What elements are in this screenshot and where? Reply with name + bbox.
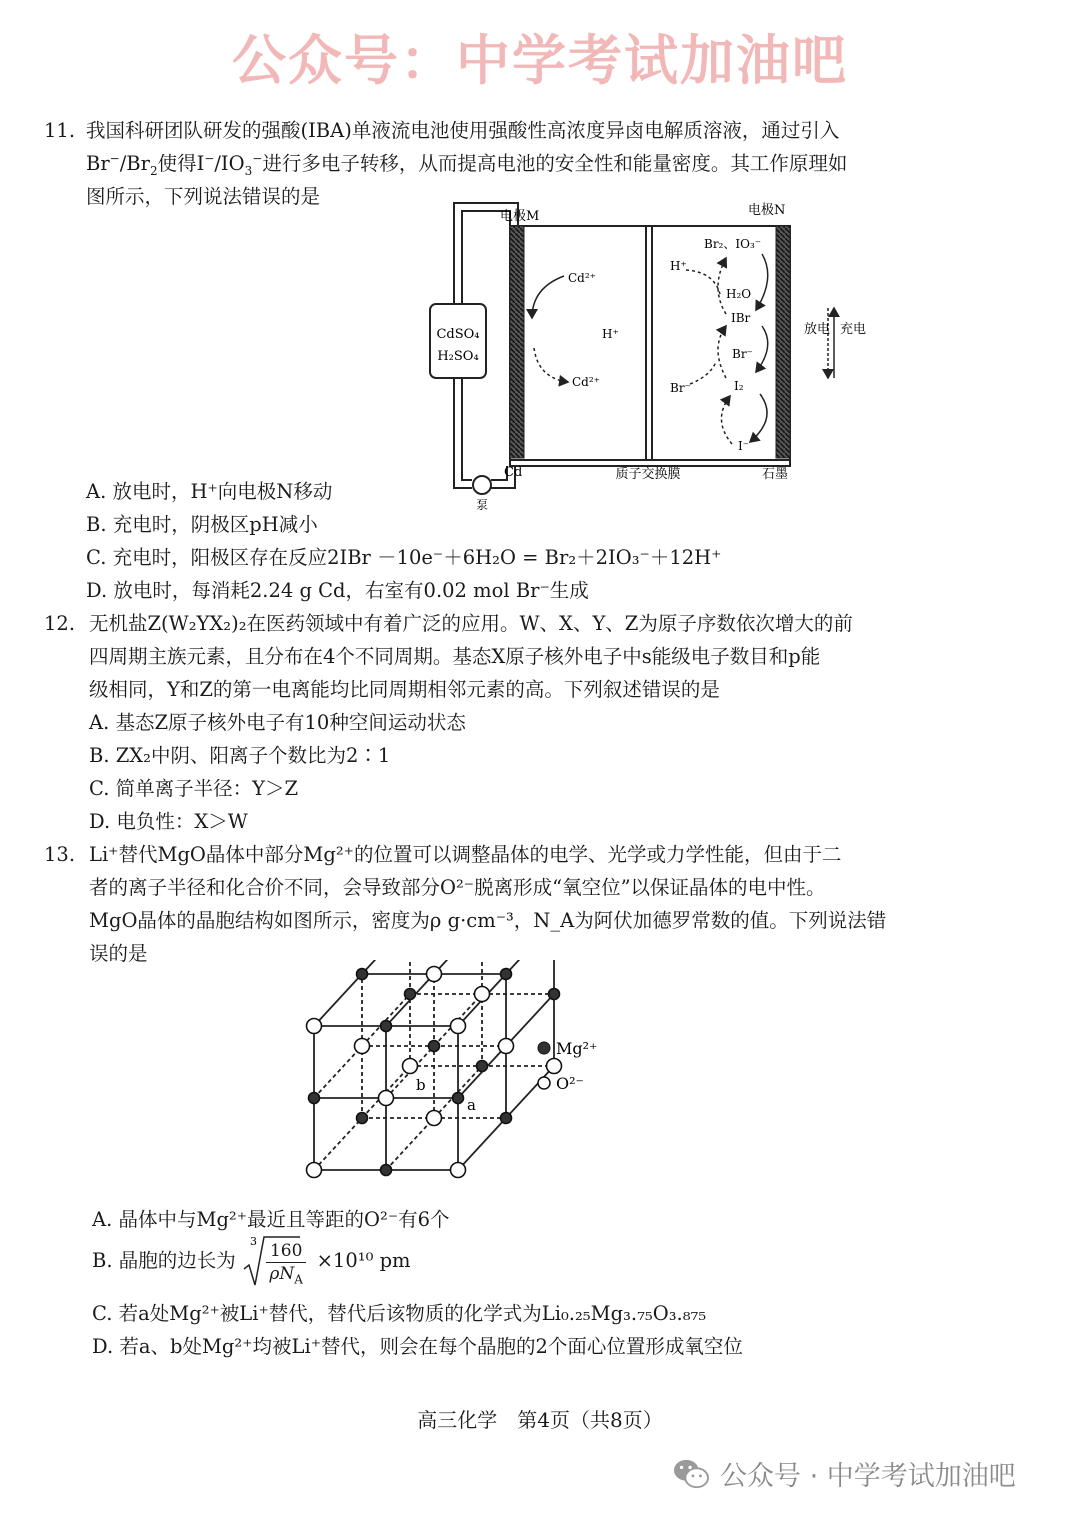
mg-ion xyxy=(429,1041,440,1052)
mg-ion xyxy=(549,989,560,1000)
species-i-minus: I⁻ xyxy=(738,439,750,453)
q12-option-d: D. 电负性：X＞W xyxy=(89,810,248,833)
label-site-a: a xyxy=(467,1096,476,1114)
o-ion xyxy=(427,967,442,982)
label-discharge-text: 放电 xyxy=(804,322,831,337)
label-discharge xyxy=(804,321,830,337)
cell-edge xyxy=(506,960,554,974)
q13-stem-line2: 者的离子半径和化合价不同，会导致部分O²⁻脱离形成“氧空位”以保证晶体的电中性。 xyxy=(89,876,826,899)
mg-ion xyxy=(309,1093,320,1104)
label-cd: Cd xyxy=(504,465,523,480)
label-membrane: 质子交换膜 xyxy=(615,467,681,482)
legend-o-label: O²⁻ xyxy=(556,1074,584,1093)
mg-ion xyxy=(381,1165,392,1176)
q12-number: 12. xyxy=(44,612,76,635)
q13-stem-line4: 误的是 xyxy=(89,942,148,965)
q11-option-c: C. 充电时，阳极区存在反应2IBr －10e⁻＋6H₂O = Br₂＋2IO₃⁻＋12H⁺ xyxy=(86,546,722,569)
mg-ion xyxy=(381,1021,392,1032)
q12-option-c: C. 简单离子半径：Y＞Z xyxy=(89,777,299,800)
legend-o-marker xyxy=(538,1077,550,1089)
label-electrode-n: 电极N xyxy=(748,203,786,218)
label-electrode-m: 电极M xyxy=(500,209,540,224)
label-charge-text: 充电 xyxy=(840,322,867,337)
q13-option-b-prefix: B. 晶胞的边长为 xyxy=(92,1249,236,1272)
o-ion xyxy=(475,987,490,1002)
mg-ion xyxy=(453,1093,464,1104)
tank-label-h2so4: H₂SO₄ xyxy=(437,349,479,364)
q12-option-a: A. 基态Z原子核外电子有10种空间运动状态 xyxy=(89,711,466,734)
q11-number: 11. xyxy=(44,119,76,142)
o-ion xyxy=(355,1039,370,1054)
species-br-b: Br⁻ xyxy=(670,381,691,395)
pump-label: 泵 xyxy=(475,498,489,512)
mg-ion xyxy=(357,969,368,980)
q13-option-b xyxy=(92,1232,411,1290)
species-i2: I₂ xyxy=(734,379,744,393)
watermark-bottom-text: 公众号 · 中学考试加油吧 xyxy=(720,1461,1016,1492)
cell-edge xyxy=(386,1118,434,1170)
battery-diagram xyxy=(420,198,870,516)
label-graphite: 石墨 xyxy=(762,467,789,482)
label-charge xyxy=(840,321,866,337)
species-cd2-top: Cd²⁺ xyxy=(568,271,597,285)
page-footer: 高三化学 第4页（共8页） xyxy=(417,1408,663,1432)
legend-mg-label: Mg²⁺ xyxy=(556,1039,598,1058)
mg-ion xyxy=(501,969,512,980)
species-ibr: IBr xyxy=(731,311,751,325)
q13-stem-line1: Li⁺替代MgO晶体中部分Mg²⁺的位置可以调整晶体的电学、光学或力学性能，但由于二 xyxy=(89,843,842,866)
species-h-mid: H⁺ xyxy=(602,327,619,341)
q13-option-a: A. 晶体中与Mg²⁺最近且等距的O²⁻有6个 xyxy=(92,1208,450,1231)
o-ion xyxy=(547,1059,562,1074)
radical-sign xyxy=(242,1233,300,1289)
species-h-right: H⁺ xyxy=(670,259,687,273)
fraction-denominator: $\rho N_A$ xyxy=(269,1263,303,1286)
cell-edge xyxy=(314,974,362,1026)
electrode-m-cd xyxy=(510,226,524,458)
o-ion xyxy=(451,1019,466,1034)
q11-option-d: D. 放电时，每消耗2.24 g Cd，右室有0.02 mol Br⁻生成 xyxy=(86,579,589,602)
label-site-b: b xyxy=(416,1076,426,1094)
q13-stem-line3: MgO晶体的晶胞结构如图所示，密度为ρ g·cm⁻³，N_A为阿伏加德罗常数的值。下列说法错 xyxy=(89,909,887,932)
q11-stem-line3: 图所示，下列说法错误的是 xyxy=(86,185,321,208)
cell-outline xyxy=(510,226,790,466)
pump-icon xyxy=(473,476,491,494)
wechat-icon xyxy=(672,1457,710,1491)
q11-option-a: A. 放电时，H⁺向电极N移动 xyxy=(86,480,333,503)
q11-stem-line2: $Br^-/Br_2$使得$I^-/IO_3^-$进行多电子转移，从而提高电池的安全性和能量密度。其工作原理如 xyxy=(86,151,848,178)
cube-root-expression xyxy=(249,1233,306,1291)
o-ion xyxy=(427,1111,442,1126)
mg-ion xyxy=(405,989,416,1000)
cell-edge xyxy=(506,1066,554,1118)
cell-edge xyxy=(314,1046,362,1098)
q11-stem-line1: 我国科研团队研发的强酸(IBA)单液流电池使用强酸性高浓度异卤电解质溶液，通过引入 xyxy=(86,119,840,142)
cell-edge xyxy=(506,994,554,1046)
tank-label-cdso4: CdSO₄ xyxy=(436,327,480,342)
root-index: 3 xyxy=(249,1234,257,1248)
watermark-bottom xyxy=(672,1454,1016,1493)
species-br2-io3: Br₂、IO₃⁻ xyxy=(704,237,762,251)
o-ion xyxy=(379,1091,394,1106)
cell-edge xyxy=(362,960,410,974)
q13-number: 13. xyxy=(44,843,76,866)
q12-stem-line2: 四周期主族元素，且分布在4个不同周期。基态X原子核外电子中s能级电子数目和p能 xyxy=(89,645,821,668)
mg-ion xyxy=(501,1113,512,1124)
mgo-unit-cell-diagram xyxy=(296,960,616,1184)
legend-mg-marker xyxy=(538,1042,550,1054)
species-br-a: Br⁻ xyxy=(732,347,753,361)
q13-option-b-suffix: ×10¹⁰ pm xyxy=(316,1249,411,1272)
q13-option-c: C. 若a处Mg²⁺被Li⁺替代，替代后该物质的化学式为Li₀.₂₅Mg₃.₇₅O₃.₈₇₅ xyxy=(92,1302,707,1325)
species-cd2-bottom: Cd²⁺ xyxy=(572,375,601,389)
mg-ion xyxy=(477,1061,488,1072)
cell-edge xyxy=(458,1118,506,1170)
q11-option-b: B. 充电时，阴极区pH减小 xyxy=(86,513,318,536)
electrode-n-graphite xyxy=(776,226,790,458)
q12-stem-line3: 级相同，Y和Z的第一电离能均比同周期相邻元素的高。下列叙述错误的是 xyxy=(89,678,720,701)
q12-stem-line1: 无机盐Z(W₂YX₂)₂在医药领域中有着广泛的应用。W、X、Y、Z为原子序数依次增大的前 xyxy=(89,612,853,635)
species-h2o: H₂O xyxy=(726,287,752,301)
watermark-top: 公众号：中学考试加油吧 xyxy=(232,29,848,92)
q12-option-b: B. ZX₂中阴、阳离子个数比为2∶1 xyxy=(89,744,391,767)
o-ion xyxy=(451,1163,466,1178)
o-ion xyxy=(307,1019,322,1034)
fraction-numerator: 160 xyxy=(266,1240,306,1263)
o-ion xyxy=(499,1039,514,1054)
q13-option-d: D. 若a、b处Mg²⁺均被Li⁺替代，则会在每个晶胞的2个面心位置形成氧空位 xyxy=(92,1335,743,1358)
o-ion xyxy=(403,1059,418,1074)
o-ion xyxy=(307,1163,322,1178)
cell-edge xyxy=(314,1118,362,1170)
mg-ion xyxy=(357,1113,368,1124)
